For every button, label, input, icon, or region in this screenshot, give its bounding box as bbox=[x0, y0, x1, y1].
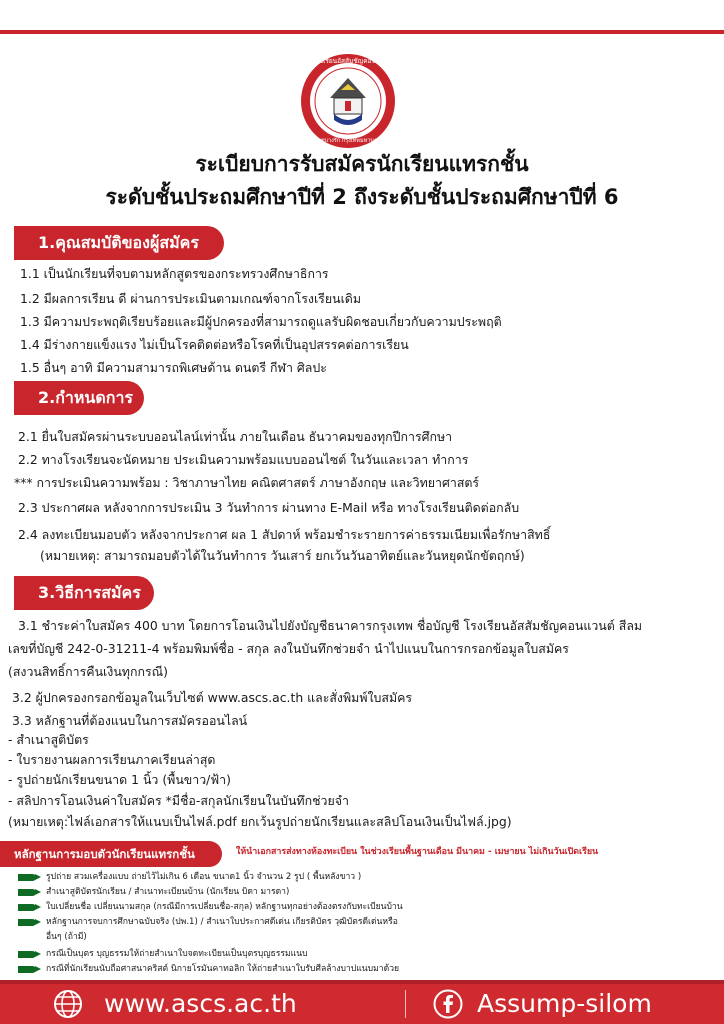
section2-remark: (หมายเหตุ: สามารถมอบตัวได้ในวันทำการ วันเสาร์ ยกเว้นวันอาทิตย์และวันหยุดนักขัตฤกษ์) bbox=[40, 548, 525, 563]
section1-item: 1.4 มีร่างกายแข็งแรง ไม่เป็นโรคติดต่อหรือโรคที่เป็นอุปสรรคต่อการเรียน bbox=[20, 337, 409, 352]
logo-bottom-text: เขตบางรัก กรุงเทพมหานคร bbox=[315, 138, 381, 144]
green-bullet-icon bbox=[18, 966, 36, 973]
website-link[interactable]: www.ascs.ac.th bbox=[104, 989, 297, 1018]
page-title: ระเบียบการรับสมัครนักเรียนแทรกชั้น bbox=[195, 152, 529, 176]
section1-heading: 1.คุณสมบัติของผู้สมัคร bbox=[14, 226, 224, 260]
evidence-item: สำเนาสูติบัตรนักเรียน / สำเนาทะเบียนบ้าน (นักเรียน บิดา มารดา) bbox=[46, 887, 290, 897]
evidence-heading: หลักฐานการมอบตัวนักเรียนแทรกชั้น bbox=[0, 841, 222, 867]
section2-item: 2.4 ลงทะเบียนมอบตัว หลังจากประกาศ ผล 1 สัปดาห์ พร้อมชำระรายการค่าธรรมเนียมเพื่อรักษาสิทธิ์ bbox=[18, 527, 551, 542]
footer-divider bbox=[405, 990, 406, 1018]
document-item: - สลิปการโอนเงินค่าใบสมัคร *มีชื่อ-สกุลนักเรียนในบันทึกช่วยจำ bbox=[8, 793, 349, 808]
top-rule bbox=[0, 30, 724, 34]
green-bullet-icon bbox=[18, 951, 36, 958]
section1-item: 1.3 มีความประพฤติเรียบร้อยและมีผู้ปกครองที่สามารถดูแลรับผิดชอบเกี่ยวกับความประพฤติ bbox=[20, 314, 502, 329]
section3-item: เลขที่บัญชี 242-0-31211-4 พร้อมพิมพ์ชื่อ - สกุล ลงในบันทึกช่วยจำ นำไปแนบในการกรอกข้อมูลใบสมัคร bbox=[8, 641, 569, 656]
green-bullet-icon bbox=[18, 889, 36, 896]
green-bullet-icon bbox=[18, 904, 36, 911]
section2-note: *** การประเมินความพร้อม : วิชาภาษาไทย คณิตศาสตร์ ภาษาอังกฤษ และวิทยาศาสตร์ bbox=[14, 475, 480, 490]
evidence-item: อื่นๆ (ถ้ามี) bbox=[46, 932, 87, 942]
section2-item: 2.1 ยื่นใบสมัครผ่านระบบออนไลน์เท่านั้น ภายในเดือน ธันวาคมของทุกปีการศึกษา bbox=[18, 429, 453, 444]
page-subtitle: ระดับชั้นประถมศึกษาปีที่ 2 ถึงระดับชั้นประถมศึกษาปีที่ 6 bbox=[105, 185, 619, 209]
evidence-item: รูปถ่าย สวมเครื่องแบบ ถ่ายไว้ไม่เกิน 6 เดือน ขนาด1 นิ้ว จำนวน 2 รูป ( พื้นหลังขาว ) bbox=[46, 872, 362, 882]
evidence-note: ให้นำเอกสารส่งทางห้องทะเบียน ในช่วงเรียนพื้นฐานเดือน มีนาคม - เมษายน ไม่เกินวันเปิดเรียน bbox=[236, 847, 599, 857]
evidence-item: กรณีเป็นบุตร บุญธรรมให้ถ่ายสำเนาใบจดทะเบียนเป็นบุตรบุญธรรมแนบ bbox=[46, 949, 308, 959]
document-item: - ใบรายงานผลการเรียนภาคเรียนล่าสุด bbox=[8, 752, 216, 767]
section2-item: 2.3 ประกาศผล หลังจากการประเมิน 3 วันทำการ ผ่านทาง E-Mail หรือ ทางโรงเรียนติดต่อกลับ bbox=[18, 500, 520, 515]
green-bullet-icon bbox=[18, 919, 36, 926]
globe-icon bbox=[52, 988, 84, 1020]
evidence-item: ใบเปลี่ยนชื่อ เปลี่ยนนามสกุล (กรณีมีการเปลี่ยนชื่อ-สกุล) หลักฐานทุกอย่างต้องตรงกับทะเบียนบ้าน bbox=[46, 902, 403, 912]
section1-item: 1.5 อื่นๆ อาทิ มีความสามารถพิเศษด้าน ดนตรี กีฬา ศิลปะ bbox=[20, 360, 327, 375]
document-item: - รูปถ่ายนักเรียนขนาด 1 นิ้ว (พื้นขาว/ฟ้า) bbox=[8, 772, 231, 787]
section3-heading: 3.วิธีการสมัคร bbox=[14, 576, 154, 610]
facebook-icon bbox=[433, 989, 463, 1019]
section3-item: 3.1 ชำระค่าใบสมัคร 400 บาท โดยการโอนเงินไปยังบัญชีธนาคารกรุงเทพ ชื่อบัญชี โรงเรียนอัสสัมชัญคอนแวนต์ สีลม bbox=[18, 618, 643, 633]
evidence-item: หลักฐานการจบการศึกษาฉบับจริง (ปพ.1) / สำเนาใบประกาศดีเด่น เกียรติบัตร วุฒิบัตรดีเด่นหรือ bbox=[46, 917, 398, 927]
section1-item: 1.2 มีผลการเรียน ดี ผ่านการประเมินตามเกณฑ์จากโรงเรียนเดิม bbox=[20, 291, 362, 306]
school-logo bbox=[301, 54, 407, 148]
facebook-link[interactable]: Assump-silom bbox=[477, 989, 652, 1018]
section3-item: 3.2 ผู้ปกครองกรอกข้อมูลในเว็บไซต์ www.ascs.ac.th และสั่งพิมพ์ใบสมัคร bbox=[12, 690, 413, 705]
footer-bar bbox=[0, 984, 724, 1024]
section2-item: 2.2 ทางโรงเรียนจะนัดหมาย ประเมินความพร้อมแบบออนไซต์ ในวันและเวลา ทำการ bbox=[18, 452, 469, 467]
section1-item: 1.1 เป็นนักเรียนที่จบตามหลักสูตรของกระทรวงศึกษาธิการ bbox=[20, 266, 329, 281]
section3-item: (สงวนสิทธิ์การคืนเงินทุกกรณี) bbox=[8, 664, 168, 679]
evidence-item: กรณีที่นักเรียนนับถือศาสนาคริสต์ นิกายโรมันคาทอลิก ให้ถ่ายสำเนาใบรับศีลล้างบาปแนบมาด้วย bbox=[46, 964, 400, 974]
section3-remark: (หมายเหตุ:ไฟล์เอกสารให้แนบเป็นไฟล์.pdf ยกเว้นรูปถ่ายนักเรียนและสลิปโอนเงินเป็นไฟล์.jpg) bbox=[8, 814, 512, 829]
section3-item: 3.3 หลักฐานที่ต้องแนบในการสมัครออนไลน์ bbox=[12, 713, 248, 728]
green-bullet-icon bbox=[18, 874, 36, 881]
document-item: - สำเนาสูติบัตร bbox=[8, 732, 89, 747]
logo-ring-text: โรงเรียนอัสสัมชัญคอนแวนต์ สีลม bbox=[313, 57, 407, 65]
section2-heading: 2.กำหนดการ bbox=[14, 381, 144, 415]
